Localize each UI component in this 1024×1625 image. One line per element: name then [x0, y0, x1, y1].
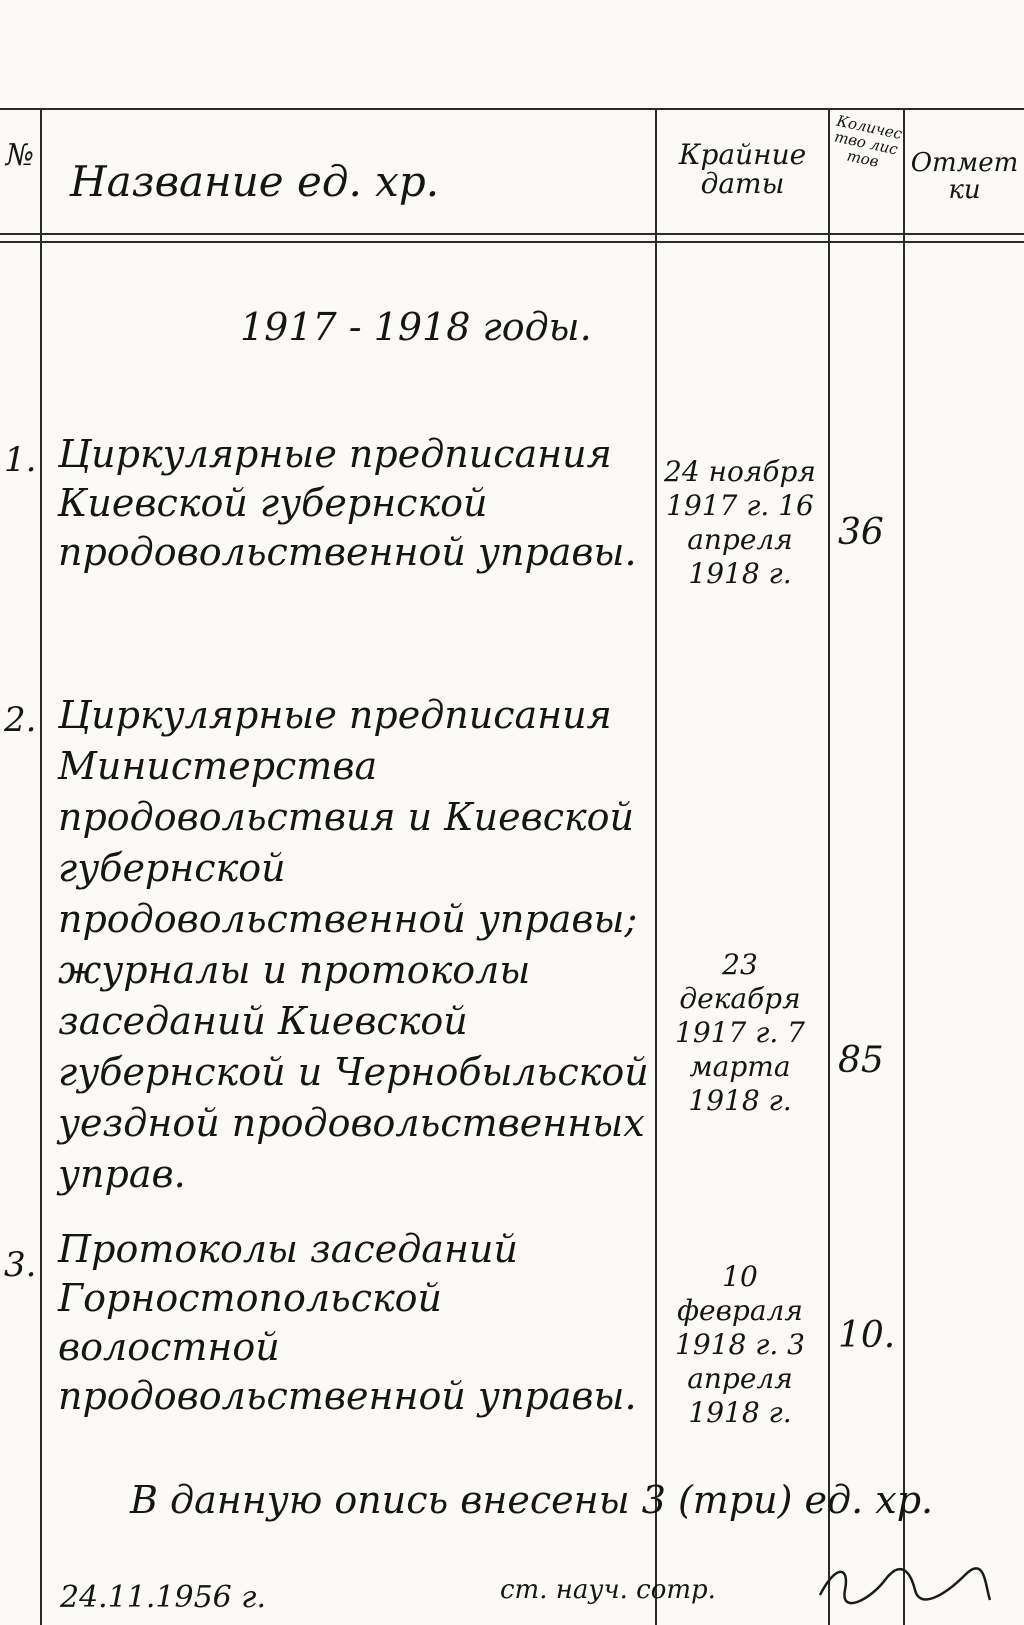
header-sheets: Количество листов [832, 111, 904, 171]
header-dates-line2: даты [700, 167, 785, 201]
header-notes [905, 150, 1024, 205]
item-1-num: 1. [4, 440, 37, 480]
item-3-sheets: 10. [838, 1315, 896, 1356]
item-3-dates: 10 февраля 1918 г. 3 апреля 1918 г. [675, 1260, 805, 1429]
footer-date: 24.11.1956 г. [60, 1580, 267, 1615]
header-notes-line1: Отмет [910, 148, 1019, 178]
column-line-dates [828, 110, 830, 1625]
footer-text: В данную опись внесены 3 (три) ед. хр. [130, 1478, 934, 1522]
header-num: № [5, 138, 35, 173]
footer-position: ст. науч. сотр. [500, 1575, 716, 1605]
item-3-title: Протоколы заседаний Горностопольской волостной продовольственной управы. [58, 1227, 637, 1418]
item-2-title: Циркулярные предписания Министерства продовольствия и Киевской губернской продовольственной управы; журналы и протоколы заседаний Киевской губернской и Чернобыльской уездной продовольственных управ. [58, 693, 649, 1196]
item-1-title: Циркулярные предписания Киевской губернской продовольственной управы. [58, 432, 637, 574]
header-dates [660, 140, 825, 199]
header-bottom-line-2 [0, 241, 1024, 243]
item-1-sheets: 36 [838, 512, 884, 553]
section-title: 1917 - 1918 годы. [240, 305, 592, 349]
item-2-sheets: 85 [838, 1040, 884, 1081]
header-dates-line1: Крайние [678, 138, 807, 171]
header-name: Название ед. хр. [70, 157, 440, 206]
item-2-num: 2. [4, 700, 37, 740]
item-2-dates: 23 декабря 1917 г. 7 марта 1918 г. [675, 948, 805, 1117]
header-bottom-line [0, 233, 1024, 235]
signature-mark [815, 1560, 995, 1610]
header-notes-line2: ки [948, 175, 981, 206]
column-line-sheets [903, 110, 905, 1625]
item-1-dates: 24 ноября 1917 г. 16 апреля 1918 г. [664, 455, 816, 590]
column-line-num [40, 110, 42, 1625]
header-top-line [0, 108, 1024, 110]
item-3-num: 3. [4, 1245, 37, 1285]
